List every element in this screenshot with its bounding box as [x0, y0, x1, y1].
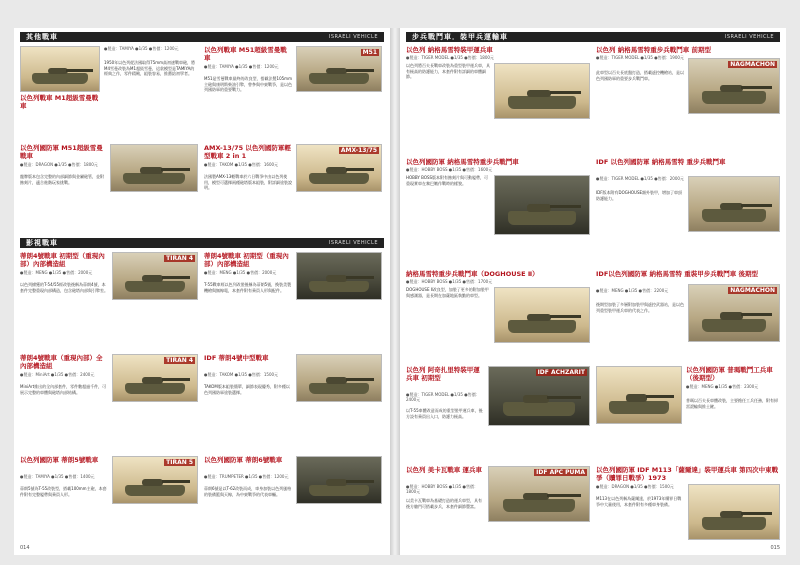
- product-title: 以色列國防軍 蒂朗5號戰車: [20, 456, 99, 464]
- product-image: NAGMACHON: [688, 284, 780, 342]
- product-description: 蒂朗6號是以T-62改裝而成，車身加裝以色列風格的裝備籃與天線，為中東戰爭的代表車輛。: [204, 486, 292, 497]
- product-description: 以美卡瓦戰車為基礎打造的運兵車型，具有後方艙門可搭載步兵，本套件細節豐富。: [406, 498, 482, 509]
- section-title: 影視戰車: [26, 239, 58, 247]
- product-image: NAGMACHON: [688, 58, 780, 114]
- product-meta: ●製造：TAKOM ●1/35 ●售價：1500元: [204, 372, 279, 377]
- product-meta: ●製造：MENG ●1/35 ●售價：2200元: [596, 288, 669, 293]
- product-description: HOBBY BOSS版本附有蝕刻片與可動履帶，可重現實車在黎巴嫩作戰時的樣貌。: [406, 175, 489, 186]
- product-title: 以色列國防軍 IDF M113「薩爾達」裝甲運兵車 第四次中東戰爭（贖罪日戰爭）1973: [596, 466, 779, 482]
- product-title: IDF 以色列國防軍 納格馬雪特 重步兵戰鬥車: [596, 158, 726, 166]
- product-item: [596, 366, 780, 462]
- product-description: 後期型加裝了多層附加裝甲與遙控武器站，是以色列重型裝甲運兵車的代表之作。: [596, 302, 684, 313]
- product-title: 蒂朗4號戰車（重現內部）全內部構造組: [20, 354, 103, 370]
- product-item: [204, 252, 384, 344]
- section-header-other-tanks: [20, 32, 384, 42]
- product-item: [596, 46, 780, 154]
- product-item: [596, 158, 780, 266]
- section-title: 其他戰車: [26, 33, 58, 41]
- product-description: TAKOM版本組裝簡單，細節表現優秀，附多種以色列國防軍塗裝選擇。: [204, 384, 290, 395]
- product-image: [494, 63, 590, 119]
- product-description: DOGHOUSE Ⅱ改良型，加裝了更多的附加裝甲與感測器，是長期在加薩地區執勤的車型。: [406, 287, 489, 298]
- product-meta: ●製造：MENG ●1/35 ●售價：2000元: [204, 270, 277, 275]
- product-description: T-55戰車經以色列改裝後稱為蒂朗5號，換裝美製機槍與無線電，本套件附有乘員人形與配件。: [204, 282, 292, 293]
- product-title: 以色列國防軍 蒂朗6號戰車: [204, 456, 283, 464]
- product-description: IDF版本附有DOGHOUSE額外裝甲，增加了車頂防護能力。: [596, 190, 683, 201]
- product-title: 以色列 美卡瓦戰車 運兵車: [406, 466, 483, 474]
- product-description: 以色列擄獲的T-54/55經改裝後稱為蒂朗4號，本套件完整重現內部構造，包含砲塔內部與引擎室。: [20, 282, 108, 293]
- product-meta: ●製造：TAKOM ●1/35 ●售價：1600元: [204, 162, 279, 167]
- product-title: 以色列國防軍 普瑪戰鬥工兵車（後期型）: [686, 366, 773, 382]
- product-image: [494, 287, 590, 343]
- product-item: [406, 466, 590, 546]
- product-image: [688, 484, 780, 540]
- product-description: 以T-55車體改造而成的重型裝甲運兵車，後方設有乘員出入口，防護力極高。: [406, 408, 483, 419]
- product-image: TIRAN 4: [112, 354, 198, 402]
- product-meta: ●製造：MENG ●1/35 ●售價：2000元: [20, 270, 93, 275]
- product-description: MiniArt推出的全內部套件，零件數超過千件，可展示完整的車體與砲塔內部結構。: [20, 384, 107, 395]
- product-meta: ●製造：HOBBY BOSS ●1/35 ●售價：1600元: [406, 167, 493, 172]
- product-description: 此車型以百夫長底盤打造，搭載遙控機槍站，是以色列國防軍的重要步兵戰鬥車。: [596, 70, 684, 81]
- product-item: [406, 270, 590, 362]
- product-image: [494, 175, 590, 235]
- section-tag: ISRAELI VEHICLE: [328, 240, 378, 246]
- product-image: [688, 176, 780, 232]
- product-item: [406, 158, 590, 266]
- product-description: 以色列將百夫長戰車改裝為重型裝甲運兵車，具有極高的防護能力，本套件附有詳細的車體細節。: [406, 63, 490, 80]
- product-image: AMX-13/75: [296, 144, 382, 192]
- product-image: TIRAN 4: [112, 252, 198, 300]
- product-meta: ●製造：TAMIYA ●1/35 ●售價：1400元: [20, 474, 95, 479]
- product-item: [20, 354, 198, 448]
- product-item: [20, 456, 198, 542]
- product-title: 納格馬雪特重步兵戰鬥車（DOGHOUSE Ⅱ）: [406, 270, 539, 278]
- product-title: 以色列戰車 M1超級雪曼戰車: [20, 94, 99, 110]
- product-meta: ●製造：TAMIYA ●1/35 ●售價：1200元: [204, 64, 279, 69]
- section-tag: ISRAELI VEHICLE: [724, 34, 774, 40]
- product-item: [204, 456, 384, 542]
- product-image: [20, 46, 100, 92]
- left-page: [14, 28, 390, 555]
- product-item: [204, 354, 384, 448]
- product-image: IDF ACHZARIT: [488, 366, 590, 426]
- product-description: M51是雪曼戰車最終的改良型，搭載法製105mm主砲與康明斯柴油引擎，曾參與中東戰爭，是以色列國防軍的重要戰力。: [204, 76, 292, 93]
- product-item: [20, 252, 198, 344]
- product-image: [596, 366, 682, 424]
- product-title: 以色列 阿奇扎里特裝甲運兵車 初期型: [406, 366, 480, 382]
- product-image: [296, 456, 382, 504]
- page-number: 015: [770, 545, 780, 551]
- product-title: AMX-13/75 以色列國防軍輕型戰車 2 in 1: [204, 144, 291, 160]
- product-title: 以色列 納格馬雪特裝甲運兵車: [406, 46, 493, 54]
- product-description: M113在以色列稱為薩爾達，於1973年贖罪日戰爭中大量使用，本套件附有多種車身裝備。: [596, 496, 682, 507]
- product-title: IDF以色列國防軍 納格馬雪特 重裝甲步兵戰鬥車 後期型: [596, 270, 759, 278]
- product-title: 以色列 納格馬雪特重步兵戰鬥車 前期型: [596, 46, 712, 54]
- product-item: [406, 366, 590, 462]
- section-header-film-tanks: [20, 238, 384, 248]
- product-image: IDF APC PUMA: [488, 466, 590, 522]
- product-meta: ●製造：MiniArt ●1/35 ●售價：2400元: [20, 372, 95, 377]
- product-title: 蒂朗4號戰車 初期型（重現內部）內部構造組: [20, 252, 105, 268]
- product-meta: ●製造：TRUMPETER ●1/35 ●售價：1200元: [204, 474, 289, 479]
- right-page: [400, 28, 786, 555]
- product-meta: ●製造：TIGER MODEL ●1/35 ●售價：2000元: [596, 176, 684, 181]
- product-image: [296, 252, 382, 300]
- product-title: 蒂朗4號戰車 初期型（重現內部）內部構造組: [204, 252, 289, 268]
- product-description: 龍牌版本包含完整的內部細節與金屬砲管，並附蝕刻片，適合進階玩家挑戰。: [20, 174, 104, 185]
- product-item: [406, 46, 590, 154]
- product-title: 以色列戰車 M51超級雪曼戰車: [204, 46, 287, 62]
- product-meta: ●製造：TIGER MODEL ●1/35 ●售價：1800元: [406, 55, 494, 60]
- product-meta: ●製造：DRAGON ●1/35 ●售價：1800元: [20, 162, 98, 167]
- product-meta: ●製造：MENG ●1/35 ●售價：2300元: [686, 384, 759, 389]
- product-item: [20, 144, 198, 230]
- product-item: [20, 46, 198, 138]
- product-image: [296, 354, 382, 402]
- page-number: 014: [20, 545, 30, 551]
- section-header-ifv-apc: [406, 32, 780, 42]
- book-spine: [390, 28, 400, 555]
- product-description: 蒂朗5號為T-55改裝型，搭載100mm主砲，本套件附有完整履帶與乘員人形。: [20, 486, 107, 497]
- product-meta: ●製造：HOBBY BOSS ●1/35 ●售價：1800元: [406, 484, 479, 495]
- product-item: [596, 466, 780, 546]
- product-meta: ●製造：DRAGON ●1/35 ●售價：1500元: [596, 484, 674, 489]
- section-title: 步兵戰鬥車．裝甲兵運輸車: [412, 33, 508, 41]
- product-item: [596, 270, 780, 362]
- product-item: [204, 46, 384, 138]
- product-meta: ●製造：HOBBY BOSS ●1/35 ●售價：1700元: [406, 279, 493, 284]
- product-image: [110, 144, 198, 192]
- section-tag: ISRAELI VEHICLE: [328, 34, 378, 40]
- product-title: 以色列國防軍 納格馬雪特重步兵戰鬥車: [406, 158, 519, 166]
- product-title: 以色列國防軍 M51超級雪曼戰車: [20, 144, 103, 160]
- product-item: [204, 144, 384, 230]
- product-title: IDF 蒂朗4號中型戰車: [204, 354, 269, 362]
- product-image: M51: [296, 46, 382, 92]
- product-image: TIRAN 5: [112, 456, 198, 504]
- product-meta: ●製造：TIGER MODEL ●1/35 ●售價：2400元: [406, 392, 480, 403]
- product-description: 法國製AMX-13輕戰車於六日戰爭中由以色列使用，模型可選擇兩種砲塔版本組裝，附詳細塗裝說明。: [204, 174, 292, 191]
- product-meta: ●製造：TIGER MODEL ●1/35 ●售價：1900元: [596, 55, 684, 60]
- product-description: 1950年以色列從法國取得75mm高初速戰車砲，將M4雪曼改裝為M1超級雪曼，這款模型是TAMIYA的經典之作，零件精緻，組裝容易，推薦給初學者。: [104, 60, 196, 77]
- product-description: 普瑪以百夫長車體改裝，主要擔任工兵任務，附有掃雷滾輪與推土鏟。: [686, 398, 778, 409]
- product-meta: ●製造：TAMIYA ●1/35 ●售價：1200元: [104, 46, 179, 51]
